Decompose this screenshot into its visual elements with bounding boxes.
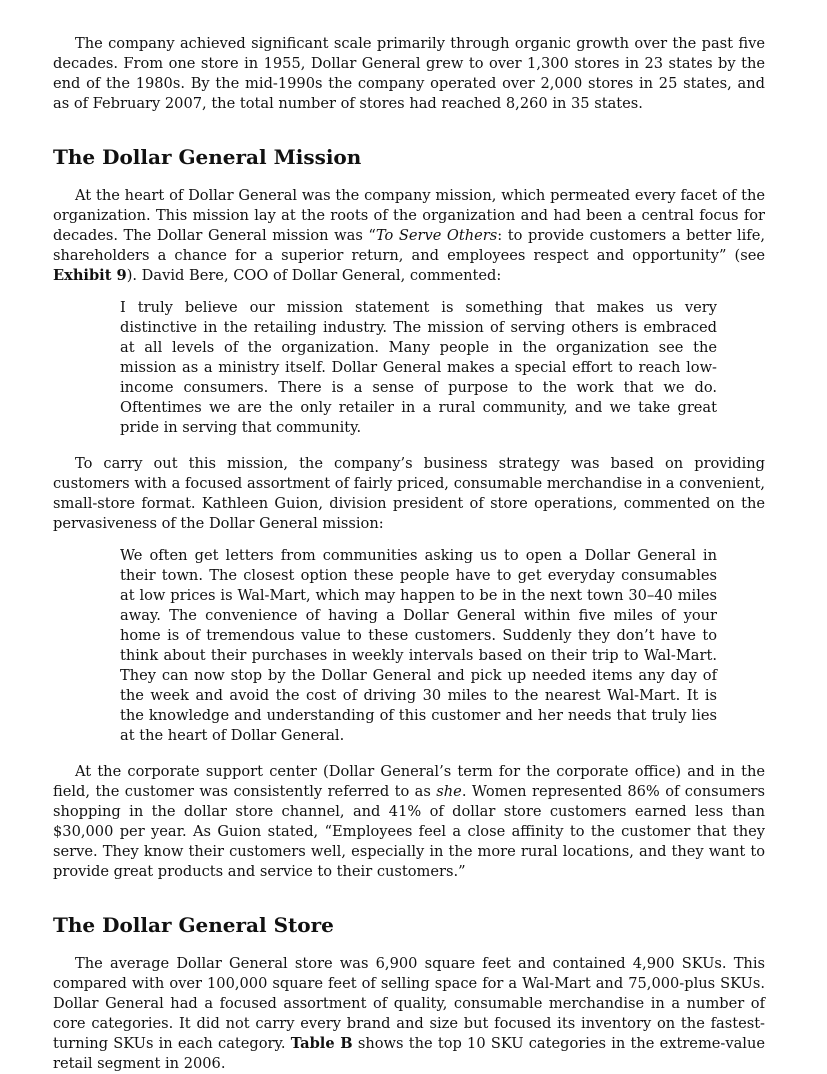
mission-motto: To Serve Others [375,227,498,244]
store-p1-text-b: shows the top 10 SKU categories in the extreme-value retail segment in 2006. [53,1035,766,1072]
mission-p1-text-a: At the heart of Dollar General was the company mission, which permeated every facet of the organization. This mission lay at the roots of the organization and had been a central focus for decades. The Dollar General mission was “ [53,187,765,244]
mission-heading: The Dollar General Mission [53,145,362,169]
guion-quote: We often get letters from communities asking us to open a Dollar General in their town. The closest option these people have to get everyday consumables at low prices is Wal-Mart, which may happen to be in the next town 30–40 miles away. The convenience of having a Dollar General within five miles of your home is of tremendous value to these customers. Suddenly they don’t have to think about their purchases in weekly intervals based on their trip to Wal-Mart. They can now stop by the Dollar General and pick up needed items any day of the week and avoid the cost of driving 30 miles to the nearest Wal-Mart. It is the knowledge and understanding of this customer and her needs that truly lies at the heart of Dollar General. [120,547,717,744]
store-heading: The Dollar General Store [53,913,334,937]
mission-paragraph-3 [53,762,765,882]
mission-paragraph-1 [53,186,765,286]
exhibit-reference: Exhibit 9 [53,267,127,284]
store-p1-text-a: The average Dollar General store was 6,900 square feet and contained 4,900 SKUs. This compared with over 100,000 square feet of selling space for a Wal-Mart and 75,000-plus SKUs. Dollar General had a focused assortment of quality, consumable merchandise in a number of core categories. It did not carry every brand and size but focused its inventory on the fastest-turning SKUs in each category. [53,955,765,1052]
table-reference: Table B [290,1035,353,1052]
intro-paragraph: The company achieved significant scale primarily through organic growth over the past five decades. From one store in 1955, Dollar General grew to over 1,300 stores in 23 states by the end of the 1980s. By the mid-1990s the company operated over 2,000 stores in 25 states, and as of February 2007, the total number of stores had reached 8,260 in 35 states. [53,35,765,112]
mission-p1-text-b: : to provide customers a better life, shareholders a chance for a superior return, and employees respect and opportunity” (see [53,227,765,264]
mission-p3-text-a: At the corporate support center (Dollar General’s term for the corporate office) and in the field, the customer was consistently referred to as [53,763,765,800]
mission-p3-text-b: . Women represented 86% of consumers shopping in the dollar store channel, and 41% of dollar store customers earned less than $30,000 per year. As Guion stated, “Employees feel a close affinity to the customer that they serve. They know their customers well, especially in the more rural locations, and they want to provide great products and service to their customers.” [53,783,765,880]
store-paragraph-1 [53,954,765,1074]
mission-paragraph-2: To carry out this mission, the company’s business strategy was based on providing customers with a focused assortment of fairly priced, consumable merchandise in a convenient, small-store format. Kathleen Guion, division president of store operations, commented on the pervasiveness of the Dollar General mission: [53,455,765,532]
mission-p1-text-c: ). David Bere, COO of Dollar General, commented: [126,267,502,284]
bere-quote: I truly believe our mission statement is something that makes us very distinctive in the retailing industry. The mission of serving others is embraced at all levels of the organization. Many people in the organization see the mission as a ministry itself. Dollar General makes a special effort to reach low-income consumers. There is a sense of purpose to the work that we do. Oftentimes we are the only retailer in a rural community, and we take great pride in serving that community. [120,299,717,436]
customer-pronoun: she [436,783,462,800]
